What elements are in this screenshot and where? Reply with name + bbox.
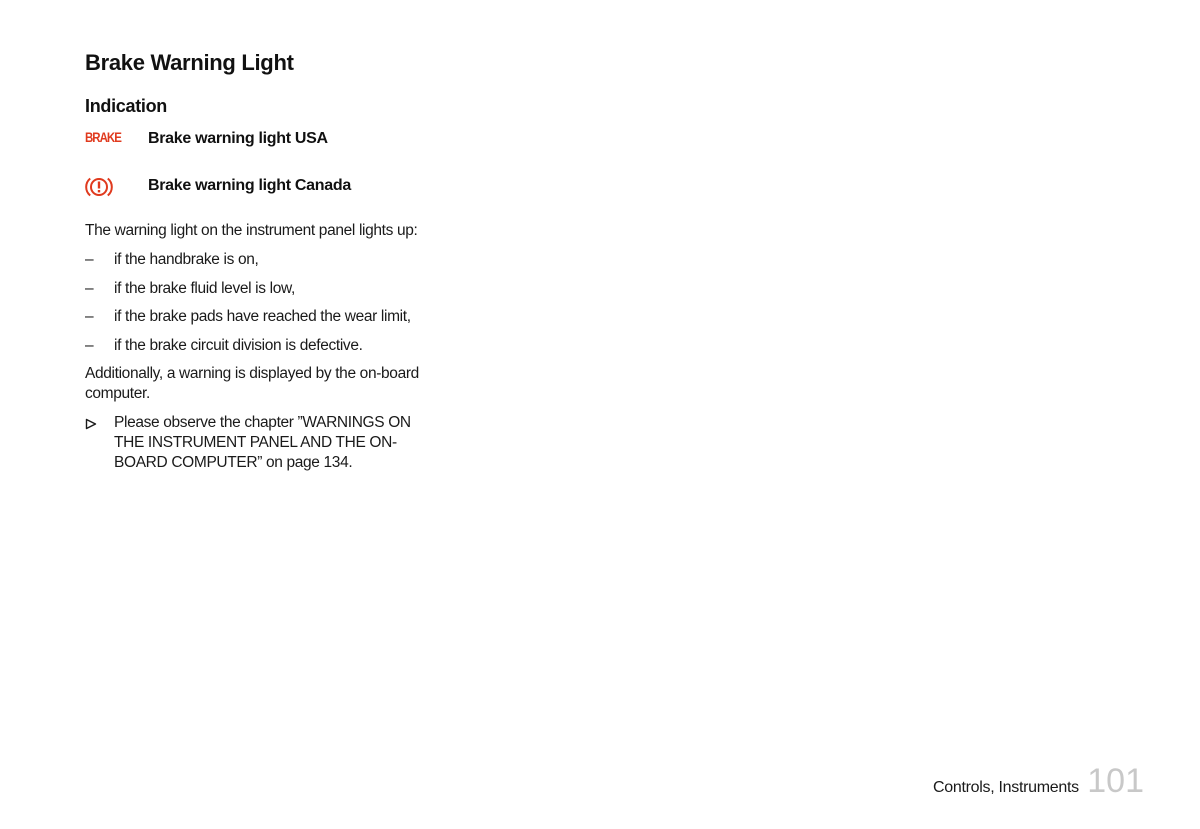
brake-symbol-text: BRAKE bbox=[85, 129, 121, 145]
footer-section-name: Controls, Instruments bbox=[933, 779, 1079, 796]
section-heading: Indication bbox=[85, 96, 167, 116]
dash-marker: – bbox=[85, 337, 94, 355]
list-item-text: if the brake pads have reached the wear limit, bbox=[114, 308, 411, 326]
list-item bbox=[85, 307, 445, 336]
additional-text: Additionally, a warning is displayed by the on-board computer. bbox=[85, 365, 419, 402]
arrow-right-icon bbox=[85, 416, 97, 436]
list-item-text: if the brake circuit division is defective. bbox=[114, 337, 363, 355]
list-item bbox=[85, 250, 445, 279]
list-item-text: if the handbrake is on, bbox=[114, 251, 259, 268]
indicator-row-usa bbox=[85, 128, 485, 152]
note-text: Please observe the chapter ”WARNINGS ON THE INSTRUMENT PANEL AND THE ON-BOARD COMPUTER” on page 134. bbox=[114, 414, 411, 471]
page-number: 101 bbox=[1087, 762, 1144, 800]
indicator-label-usa: Brake warning light USA bbox=[148, 130, 328, 147]
page-title: Brake Warning Light bbox=[85, 50, 294, 75]
intro-text: The warning light on the instrument panel lights up: bbox=[85, 222, 418, 239]
page-footer bbox=[933, 762, 1144, 801]
indicator-label-canada: Brake warning light Canada bbox=[148, 177, 351, 194]
brake-circle-exclamation-icon bbox=[85, 175, 113, 204]
list-item bbox=[85, 279, 445, 308]
dash-marker: – bbox=[85, 279, 94, 297]
list-item bbox=[85, 336, 445, 365]
brake-text-icon bbox=[85, 128, 129, 147]
dash-marker: – bbox=[85, 251, 94, 268]
condition-list bbox=[85, 250, 445, 365]
list-item-text: if the brake fluid level is low, bbox=[114, 279, 295, 297]
indicator-row-canada bbox=[85, 175, 485, 199]
dash-marker: – bbox=[85, 308, 94, 326]
